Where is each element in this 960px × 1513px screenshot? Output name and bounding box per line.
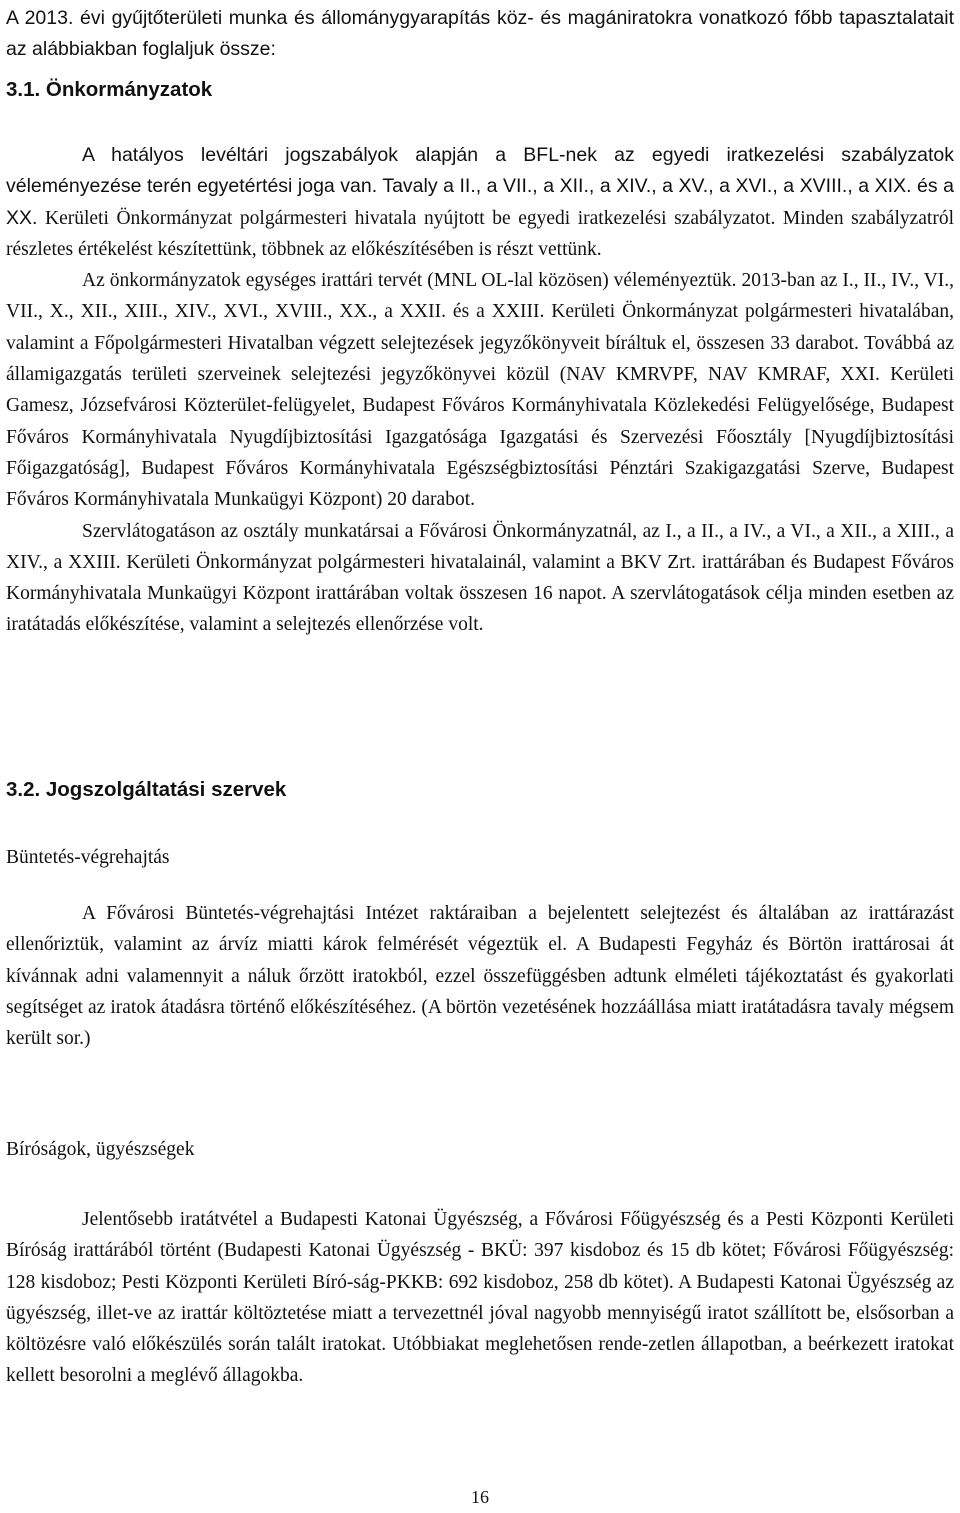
section-body-onkormanyzatok bbox=[6, 140, 954, 641]
paragraph-birosagok: Jelentősebb iratátvétel a Budapesti Katonai Ügyészség, a Fővárosi Főügyészség és a Pesti Központi Kerületi Bíróság irattárából történt (Budapesti Katonai Ügyészség - BKÜ: 397 kisdoboz és 15 db kötet; Fővárosi Főügyészség: 128 kisdoboz; Pesti Központi Kerületi Bíró-ság-PKKB: 692 kisdoboz, 258 db kötet). A Budapesti Katonai Ügyészség az ügyészség, illet-ve az irattár költöztetése miatt a tervezettnél jóval nagyobb mennyiségű iratot szállított be, elsősorban a költözésre való előkészülés során talált iratokat. Utóbbiakat meglehetősen rende-zetlen állapotban, a beérkezett iratokat kellett besorolni a meglévő állagokba. bbox=[6, 1209, 954, 1387]
paragraph-szervlatogatas: Szervlátogatáson az osztály munkatársai a Fővárosi Önkormányzatnál, az I., a II., a IV., a VI., a XII., a XIII., a XIV., a XXIII. Kerületi Önkormányzat polgármesteri hivatalainál, valamint a BKV Zrt. irattárában és Budapest Főváros Kormányhivatala Munkaügyi Központ irattárában voltak összesen 16 napot. A szervlátogatások célja minden esetben az iratátadás előkészítése, valamint a selejtezés ellenőrzése volt. bbox=[6, 520, 954, 636]
paragraph-szabalyzatok-sans-run: A hatályos levéltári jogszabályok alapján a BFL-nek az egyedi iratkezelési szabályzatok véleményezése terén egyetértési joga van. Tavaly a II., a VII., a XII., a XIV., a XV., a XVI., a XVIII., a XIX. és a XX. bbox=[6, 144, 954, 229]
section-heading-onkormanyzatok: 3.1. Önkormányzatok bbox=[6, 78, 213, 101]
paragraph-buntetes-vegrehajtas: A Fővárosi Büntetés-végrehajtási Intézet raktáraiban a bejelentett selejtezést és általában az irattárazást ellenőriztük, valamint az árvíz miatti károk felmérését végeztük el. A Budapesti Fegyház és Börtön irattárosai át kívánnak adni valamennyit a náluk őrzött iratokból, ezzel összefüggésben adtunk elméleti tájékoztatást és gyakorlati segítséget az iratok átadásra történő előkészítéséhez. (A börtön vezetésének hozzáállása miatt iratátadásra tavaly mégsem került sor.) bbox=[6, 903, 954, 1050]
paragraph-szabalyzatok-serif-run: Kerületi Önkormányzat polgármesteri hivatala nyújtott be egyedi iratkezelési szabályzatot. Minden szabályzatról részletes értékelést készítettünk, többnek az előkészítésében is részt vettünk. bbox=[6, 207, 954, 260]
subsection-body-birosagok bbox=[6, 1204, 954, 1392]
paragraph-selejtezesek: Az önkormányzatok egységes irattári tervét (MNL OL-lal közösen) véleményeztük. 2013-ban az I., II., IV., VI., VII., X., XII., XIII., XIV., XVI., XVIII., XX., a XXII. és a XXIII. Kerületi Önkormányzat polgármesteri hivatalában, valamint a Főpolgármesteri Hivatalban végzett selejtezések jegyzőkönyveit bíráltuk el, összesen 33 darabot. Továbbá az államigazgatás területi szerveinek selejtezési jegyzőkönyvei közül (NAV KMRVPF, NAV KMRAF, XXI. Kerületi Gamesz, Józsefvárosi Közterület-felügyelet, Budapest Főváros Kormányhivatala Közlekedési Felügyelősége, Budapest Főváros Kormányhivatala Nyugdíjbiztosítási Igazgatósága Igazgatási és Szervezési Főosztály [Nyugdíjbiztosítási Főigazgatóság], Budapest Főváros Kormányhivatala Egészségbiztosítási Pénztári Szakigazgatási Szerve, Budapest Főváros Kormányhivatala Munkaügyi Központ) 20 darabot. bbox=[6, 270, 954, 511]
section-heading-jogszolgaltatasi: 3.2. Jogszolgáltatási szervek bbox=[6, 778, 287, 801]
subsection-title-buntetes-vegrehajtas: Büntetés-végrehajtás bbox=[6, 847, 170, 868]
subsection-title-birosagok: Bíróságok, ügyészségek bbox=[6, 1139, 195, 1160]
subsection-body-buntetes-vegrehajtas bbox=[6, 898, 954, 1054]
paragraph-szabalyzatok bbox=[6, 140, 954, 265]
page-number: 16 bbox=[471, 1487, 489, 1507]
intro-paragraph: A 2013. évi gyűjtőterületi munka és állománygyarapítás köz- és magániratokra vonatkozó főbb tapasztalatait az alábbiakban foglaljuk össze: bbox=[6, 7, 954, 60]
